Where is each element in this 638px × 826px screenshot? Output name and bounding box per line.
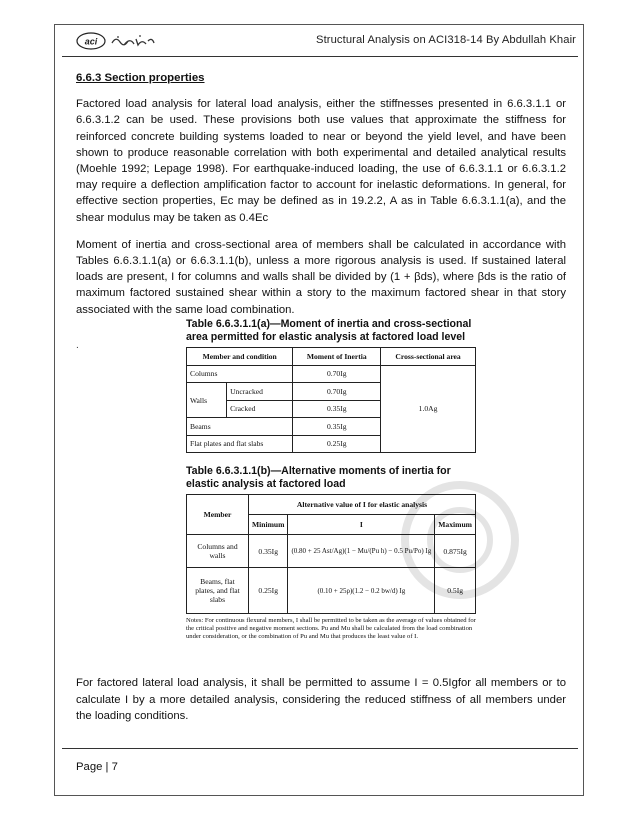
table-b-row2-member: Beams, flat plates, and flat slabs [187, 568, 249, 614]
aci-watermark-icon [400, 480, 520, 600]
page-header [62, 30, 578, 54]
table-a-header-inertia: Moment of Inertia [293, 348, 381, 366]
row-cracked-value: 0.35Ig [293, 400, 381, 418]
table-b-header-member: Member [187, 495, 249, 535]
paragraph-1: Factored load analysis for lateral load analysis, either the stiffnesses presented in 6.6.3.1.1 or 6.6.3.1.2 can be used. These provisions both use values that approximate the stiffness for reinforced concrete building systems loaded to near or beyond the yield level, and have been shown to produce reasonable correlation with both experimental and detailed analytical results (Moehle 1992; Lepage 1998). For earthquake-induced loading, the use of 6.6.3.1.1 or 6.6.3.1.2 may require a deflection amplification factor to account for inelastic deformations. In general, for effective section properties, Ec may be defined as in 19.2.2, A as in Table 6.6.3.1.1(a), and the shear modulus may be taken as 0.4Ec [76, 98, 566, 224]
table-a-caption: Table 6.6.3.1.1(a)—Moment of inertia and cross-sectional area permitted for elastic analysis at factored load level [186, 318, 472, 343]
table-b-header-maximum: Maximum [435, 515, 476, 535]
section-title: 6.6.3 Section properties [76, 72, 205, 84]
row-columns-label: Columns [187, 365, 293, 383]
table-b-header-minimum: Minimum [248, 515, 288, 535]
table-b-caption: Table 6.6.3.1.1(b)—Alternative moments of inertia for elastic analysis at factored load [186, 465, 451, 490]
table-a-header-member: Member and condition [187, 348, 293, 366]
table-b-row2-max: 0.5Ig [435, 568, 476, 614]
footer-divider [62, 748, 578, 749]
row-uncracked-value: 0.70Ig [293, 383, 381, 401]
paragraph-2: Moment of inertia and cross-sectional area of members shall be calculated in accordance with Tables 6.6.3.1.1(a) or 6.6.3.1.1(b), unless a more rigorous analysis is used. If sustained lateral loads are present, I for columns and walls shall be divided by (1 + βds), where βds is the ratio of maximum factored sustained shear within a story to the maximum factored shear in that story associated with the same load combination. [76, 238, 566, 316]
table-b-header-i: I [288, 515, 435, 535]
row-cracked-label: Cracked [227, 400, 293, 418]
row-walls-label: Walls [187, 383, 227, 418]
calligraphy-logo-icon [110, 33, 156, 49]
row-columns-value: 0.70Ig [293, 365, 381, 383]
table-b-row2-min: 0.25Ig [248, 568, 288, 614]
table-b-row1-formula: (0.80 + 25 Ast/Ag)(1 − Mu/(Pu h) − 0.5 Pu/Po) Ig [288, 535, 435, 568]
table-b-row1-member: Columns and walls [187, 535, 249, 568]
section-body [76, 70, 566, 329]
logo-text: aci [84, 36, 98, 47]
table-b-row1-min: 0.35Ig [248, 535, 288, 568]
table-b-row1-max: 0.875Ig [435, 535, 476, 568]
row-beams-value: 0.35Ig [293, 418, 381, 436]
table-b-row2-formula: (0.10 + 25ρ)(1.2 − 0.2 bw/d) Ig [288, 568, 435, 614]
header-title: Structural Analysis on ACI318-14 By Abdullah Khair [316, 34, 576, 46]
header-divider [62, 56, 578, 57]
row-beams-label: Beams [187, 418, 293, 436]
row-uncracked-label: Uncracked [227, 383, 293, 401]
table-b-super-header: Alternative value of I for elastic analysis [248, 495, 475, 515]
aci-logo-icon [76, 32, 106, 50]
area-value: 1.0Ag [381, 365, 476, 453]
row-flatplates-label: Flat plates and flat slabs [187, 435, 293, 453]
table-b-notes: Notes: For continuous flexural members, I shall be permitted to be taken as the average of values obtained for the critical positive and negative moment sections. Pu and Mu shall be calculated from the load combination under consideration, or the combination of Pu and Mu that produces the least value of I. [186, 617, 476, 641]
stray-mark: . [76, 340, 79, 351]
paragraph-3: For factored lateral load analysis, it shall be permitted to assume I = 0.5Igfor all members or to calculate I by a more detailed analysis, considering the reduced stiffness of all members under the loading conditions. [76, 677, 566, 723]
table-a [186, 347, 476, 453]
table-a-header-area: Cross-sectional area [381, 348, 476, 366]
page-number: Page | 7 [76, 761, 118, 773]
row-flatplates-value: 0.25Ig [293, 435, 381, 453]
